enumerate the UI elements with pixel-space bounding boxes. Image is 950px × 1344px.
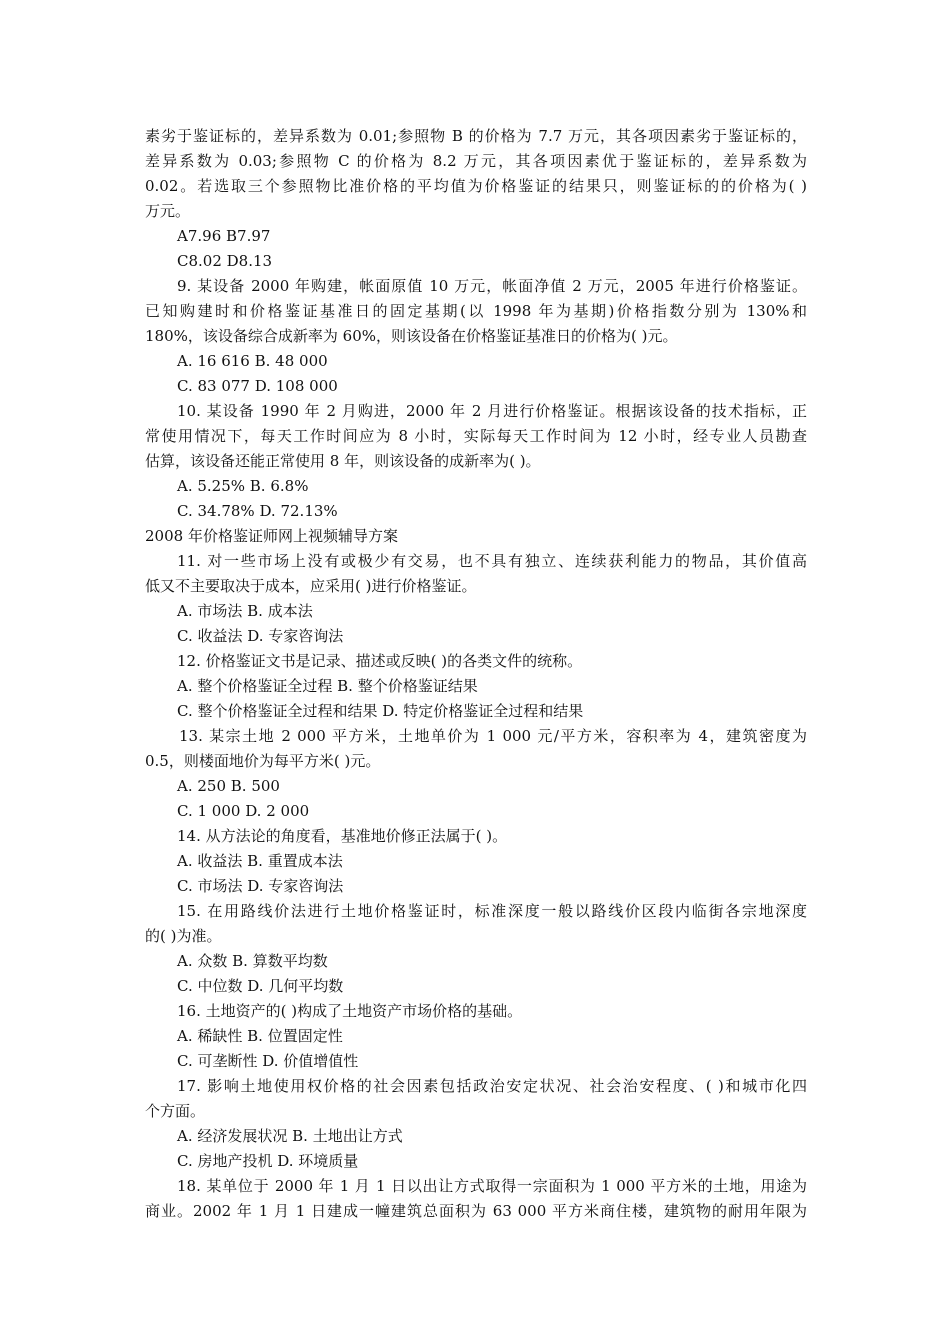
question-line: 15. 在用路线价法进行土地价格鉴证时，标准深度一般以路线价区段内临街各宗地深度 xyxy=(177,902,807,920)
answer-option-line: C. 可垄断性 D. 价值增值性 xyxy=(177,1052,359,1070)
question-line: 14. 从方法论的角度看，基准地价修正法属于( )。 xyxy=(177,827,508,845)
answer-option-line: A. 众数 B. 算数平均数 xyxy=(177,952,328,970)
question-line: 17. 影响土地使用权价格的社会因素包括政治安定状况、社会治安程度、( )和城市化四 xyxy=(177,1077,807,1095)
text-line: 素劣于鉴证标的，差异系数为 0.01;参照物 B 的价格为 7.7 万元，其各项因素劣于鉴证标的， xyxy=(145,127,807,145)
text-line: 常使用情况下，每天工作时间应为 8 小时，实际每天工作时间为 12 小时，经专业人员勘查 xyxy=(145,427,807,445)
answer-option-line: C. 83 077 D. 108 000 xyxy=(177,377,338,395)
answer-option-line: A7.96 B7.97 xyxy=(177,227,271,245)
text-line: 估算，该设备还能正常使用 8 年，则该设备的成新率为( )。 xyxy=(145,452,541,470)
answer-option-line: A. 市场法 B. 成本法 xyxy=(177,602,313,620)
text-line: 180%，该设备综合成新率为 60%，则该设备在价格鉴证基准日的价格为( )元。 xyxy=(145,327,678,345)
answer-option-line: C. 34.78% D. 72.13% xyxy=(177,502,338,520)
answer-option-line: C8.02 D8.13 xyxy=(177,252,273,270)
question-line: 13. 某宗土地 2 000 平方米，土地单价为 1 000 元/平方米，容积率为 4，建筑密度为 xyxy=(179,727,807,745)
question-line: 12. 价格鉴证文书是记录、描述或反映( )的各类文件的统称。 xyxy=(177,652,583,670)
question-line: 18. 某单位于 2000 年 1 月 1 日以出让方式取得一宗面积为 1 000 平方米的土地，用途为 xyxy=(177,1177,807,1195)
text-line: 个方面。 xyxy=(145,1102,206,1120)
answer-option-line: A. 5.25% B. 6.8% xyxy=(177,477,309,495)
answer-option-line: C. 中位数 D. 几何平均数 xyxy=(177,977,344,995)
question-line: 16. 土地资产的( )构成了土地资产市场价格的基础。 xyxy=(177,1002,523,1020)
text-line: 已知购建时和价格鉴证基准日的固定基期(以 1998 年为基期)价格指数分别为 130%和 xyxy=(145,302,807,320)
answer-option-line: A. 经济发展状况 B. 土地出让方式 xyxy=(177,1127,403,1145)
answer-option-line: C. 市场法 D. 专家咨询法 xyxy=(177,877,344,895)
answer-option-line: C. 收益法 D. 专家咨询法 xyxy=(177,627,344,645)
answer-option-line: A. 整个价格鉴证全过程 B. 整个价格鉴证结果 xyxy=(177,677,478,695)
question-line: 11. 对一些市场上没有或极少有交易，也不具有独立、连续获利能力的物品，其价值高 xyxy=(177,552,807,570)
text-line: 0.02。若选取三个参照物比准价格的平均值为价格鉴证的结果只，则鉴证标的的价格为( ) xyxy=(145,177,807,195)
document-body xyxy=(145,124,807,1224)
answer-option-line: A. 16 616 B. 48 000 xyxy=(177,352,328,370)
section-heading: 2008 年价格鉴证师网上视频辅导方案 xyxy=(145,527,398,545)
answer-option-line: A. 250 B. 500 xyxy=(177,777,280,795)
text-line: 的( )为准。 xyxy=(145,927,222,945)
question-line: 10. 某设备 1990 年 2 月购进，2000 年 2 月进行价格鉴证。根据该设备的技术指标，正 xyxy=(177,402,807,420)
answer-option-line: A. 收益法 B. 重置成本法 xyxy=(177,852,343,870)
answer-option-line: A. 稀缺性 B. 位置固定性 xyxy=(177,1027,343,1045)
text-line: 低又不主要取决于成本，应采用( )进行价格鉴证。 xyxy=(145,577,477,595)
text-line: 万元。 xyxy=(145,202,191,220)
question-line: 9. 某设备 2000 年购建，帐面原值 10 万元，帐面净值 2 万元，2005 年进行价格鉴证。 xyxy=(177,277,807,295)
answer-option-line: C. 1 000 D. 2 000 xyxy=(177,802,310,820)
text-line: 差异系数为 0.03;参照物 C 的价格为 8.2 万元，其各项因素优于鉴证标的，差异系数为 xyxy=(145,152,807,170)
answer-option-line: C. 房地产投机 D. 环境质量 xyxy=(177,1152,359,1170)
answer-option-line: C. 整个价格鉴证全过程和结果 D. 特定价格鉴证全过程和结果 xyxy=(177,702,584,720)
text-line: 商业。2002 年 1 月 1 日建成一幢建筑总面积为 63 000 平方米商住楼，建筑物的耐用年限为 xyxy=(145,1202,807,1220)
text-line: 0.5，则楼面地价为每平方米( )元。 xyxy=(145,752,381,770)
